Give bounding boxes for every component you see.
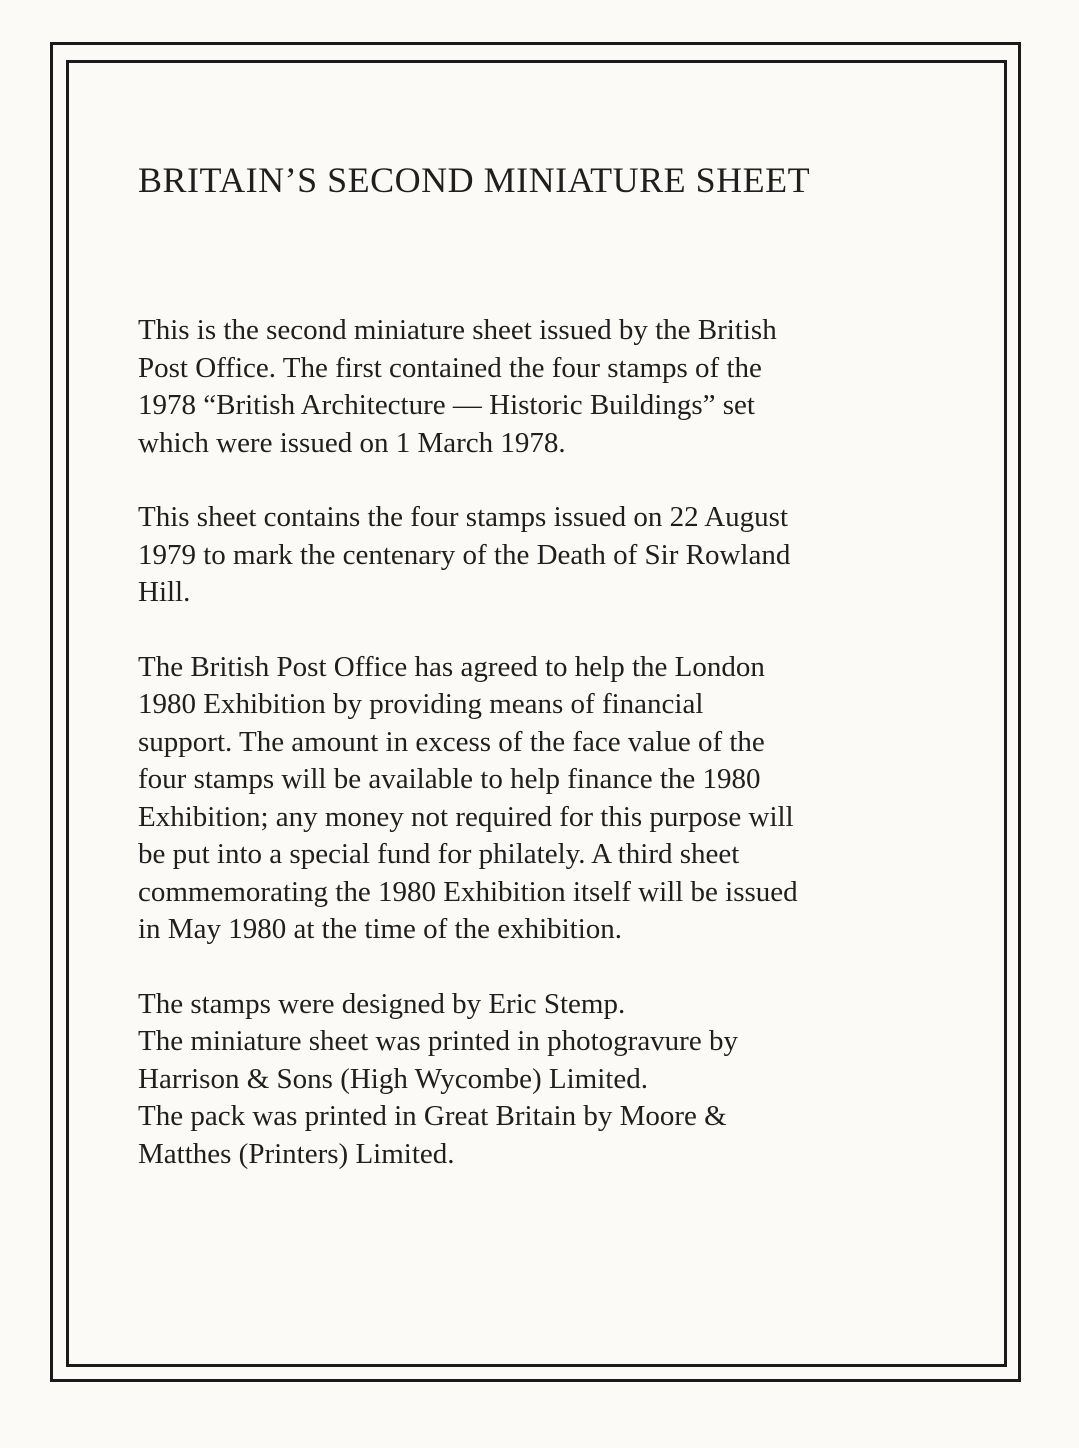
text-line: be put into a special fund for philately. A third sheet bbox=[138, 838, 740, 870]
text-line: in May 1980 at the time of the exhibition. bbox=[138, 913, 623, 945]
text-line: This sheet contains the four stamps issued on 22 August bbox=[138, 501, 789, 533]
text-line: 1980 Exhibition by providing means of financial bbox=[138, 688, 704, 720]
text-line: Post Office. The first contained the four stamps of the bbox=[138, 351, 762, 384]
paragraph-this-sheet bbox=[138, 499, 938, 612]
text-line: 1978 “British Architecture — Historic Buildings” set bbox=[138, 389, 755, 421]
text-line: 1979 to mark the centenary of the Death of Sir Rowland bbox=[138, 538, 791, 571]
paragraph-first-sheet bbox=[138, 312, 938, 462]
text-line: The miniature sheet was printed in photogravure by bbox=[138, 1025, 738, 1057]
text-line: The British Post Office has agreed to help the London bbox=[138, 650, 765, 683]
paragraph-exhibition bbox=[138, 649, 938, 949]
text-line: Exhibition; any money not required for this purpose will bbox=[138, 800, 794, 833]
text-line: which were issued on 1 March 1978. bbox=[138, 426, 566, 459]
text-line: Hill. bbox=[138, 576, 191, 608]
paragraph-credits bbox=[138, 986, 938, 1174]
text-line: The pack was printed in Great Britain by Moore & bbox=[138, 1100, 727, 1132]
text-line: This is the second miniature sheet issued by the British bbox=[138, 314, 777, 346]
text-line: four stamps will be available to help finance the 1980 bbox=[138, 763, 761, 795]
text-line: The stamps were designed by Eric Stemp. bbox=[138, 987, 626, 1020]
text-line: Harrison & Sons (High Wycombe) Limited. bbox=[138, 1062, 648, 1095]
text-line: support. The amount in excess of the face value of the bbox=[138, 725, 765, 758]
text-line: commemorating the 1980 Exhibition itself will be issued bbox=[138, 875, 798, 908]
document-body bbox=[138, 158, 938, 1210]
text-line: Matthes (Printers) Limited. bbox=[138, 1137, 455, 1170]
document-title: BRITAIN’S SECOND MINIATURE SHEET bbox=[138, 160, 811, 200]
